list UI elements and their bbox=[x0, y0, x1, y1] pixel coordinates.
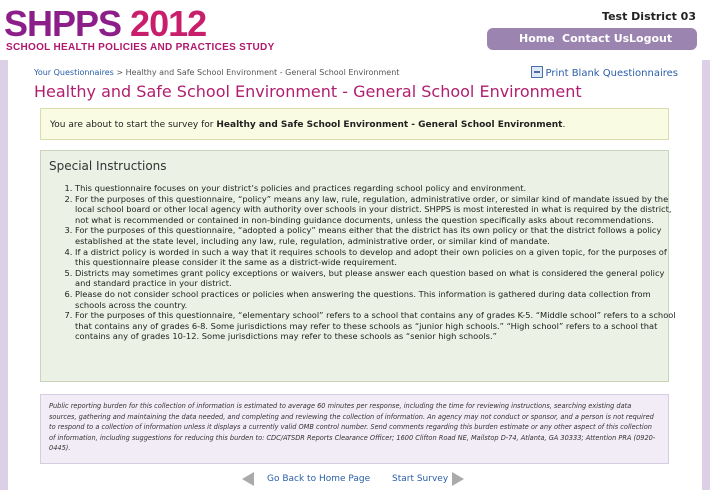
printer-icon bbox=[531, 66, 543, 78]
logo-wordmark bbox=[4, 4, 206, 44]
special-instructions-panel bbox=[40, 150, 676, 382]
start-survey-link[interactable]: Start Survey bbox=[392, 474, 449, 484]
nav-contact-link[interactable]: Contact Us bbox=[562, 32, 630, 45]
logo-year: 2012 bbox=[130, 3, 207, 44]
back-home-link[interactable]: Go Back to Home Page bbox=[267, 474, 371, 484]
logo-subtitle: SCHOOL HEALTH POLICIES AND PRACTICES STUDY bbox=[6, 42, 275, 53]
instructions-title: Special Instructions bbox=[49, 159, 167, 173]
print-blank-label: Print Blank Questionnaires bbox=[545, 68, 678, 79]
instruction-item: 7. For the purposes of this questionnaire, “elementary school” refers to a school that contains any of grades K-5. “Middle school” refers to a school that contains any of grades 6-8. Some jurisdictions may refer to these schools as “junior high schools.” “High school” refers to a school that contains any of grades 10-12. Some jurisdictions may refer to these schools as “senior high schools.” bbox=[75, 310, 680, 342]
breadcrumb-current: Healthy and Safe School Environment - General School Environment bbox=[125, 68, 400, 77]
logo-shpps: SHPPS bbox=[4, 3, 131, 44]
instruction-item: 2. For the purposes of this questionnaire, “policy” means any law, rule, regulation, administrative order, or similar kind of mandate issued by the local school board or other local agency with authority over schools in your district. SHPPS is most interested in what is required by the district, not what is recommended or contained in non-binding guidance documents, unless the question specifically asks about recommendations. bbox=[75, 194, 680, 226]
instructions-list bbox=[55, 183, 680, 342]
district-name: Test District 03 bbox=[602, 10, 696, 23]
burden-statement: Public reporting burden for this collection of information is estimated to average 60 minutes per response, including the time for reviewing instructions, searching existing data sources, gathering and maintaining the data needed, and completing and reviewing the collection of information. An agency may not conduct or sponsor, and a person is not required to respond to a collection of information unless it displays a currently valid OMB control number. Send comments regarding this burden estimate or any other aspect of this collection of information, including suggestions for reducing this burden to: CDC/ATSDR Reports Clearance Officer; 1600 Clifton Road NE, Mailstop D-74, Atlanta, GA 30333; Attention PRA (0920-0445). bbox=[40, 394, 669, 464]
page-title: Healthy and Safe School Environment - General School Environment bbox=[34, 82, 582, 101]
shpps-logo[interactable] bbox=[4, 3, 275, 56]
survey-notice bbox=[40, 108, 669, 140]
breadcrumb bbox=[34, 68, 399, 77]
nav-logout-link[interactable]: Logout bbox=[629, 32, 673, 45]
breadcrumb-questionnaires-link[interactable]: Your Questionnaires bbox=[34, 68, 114, 77]
notice-suffix: . bbox=[562, 120, 566, 130]
instruction-item: 6. Please do not consider school practices or policies when answering the questions. This information is gathered during data collection from schools across the country. bbox=[75, 289, 680, 310]
arrow-right-icon[interactable] bbox=[452, 472, 464, 486]
arrow-left-icon[interactable] bbox=[242, 472, 254, 486]
notice-prefix: You are about to start the survey for bbox=[50, 120, 217, 130]
notice-survey-name: Healthy and Safe School Environment - General School Environment bbox=[216, 120, 563, 130]
site-header bbox=[0, 0, 710, 60]
top-nav bbox=[487, 28, 697, 50]
instruction-item: 5. Districts may sometimes grant policy exceptions or waivers, but please answer each question based on what is considered the general policy and standard practice in your district. bbox=[75, 268, 680, 289]
instruction-item: 1. This questionnaire focuses on your district’s policies and practices regarding school policy and environment. bbox=[75, 183, 680, 194]
breadcrumb-separator: > bbox=[113, 68, 126, 77]
print-blank-link[interactable] bbox=[531, 66, 678, 79]
nav-home-link[interactable]: Home bbox=[519, 32, 555, 45]
instruction-item: 4. If a district policy is worded in such a way that it requires schools to develop and adopt their own policies on a given topic, for the purposes of this questionnaire please consider it the same as a district-wide requirement. bbox=[75, 247, 680, 268]
main-content bbox=[8, 60, 702, 490]
survey-navigation bbox=[8, 470, 702, 490]
instruction-item: 3. For the purposes of this questionnaire, “adopted a policy” means either that the district has its own policy or that the district follows a policy established at the state level, including any law, rule, regulation, administrative order, or similar kind of mandate. bbox=[75, 225, 680, 246]
